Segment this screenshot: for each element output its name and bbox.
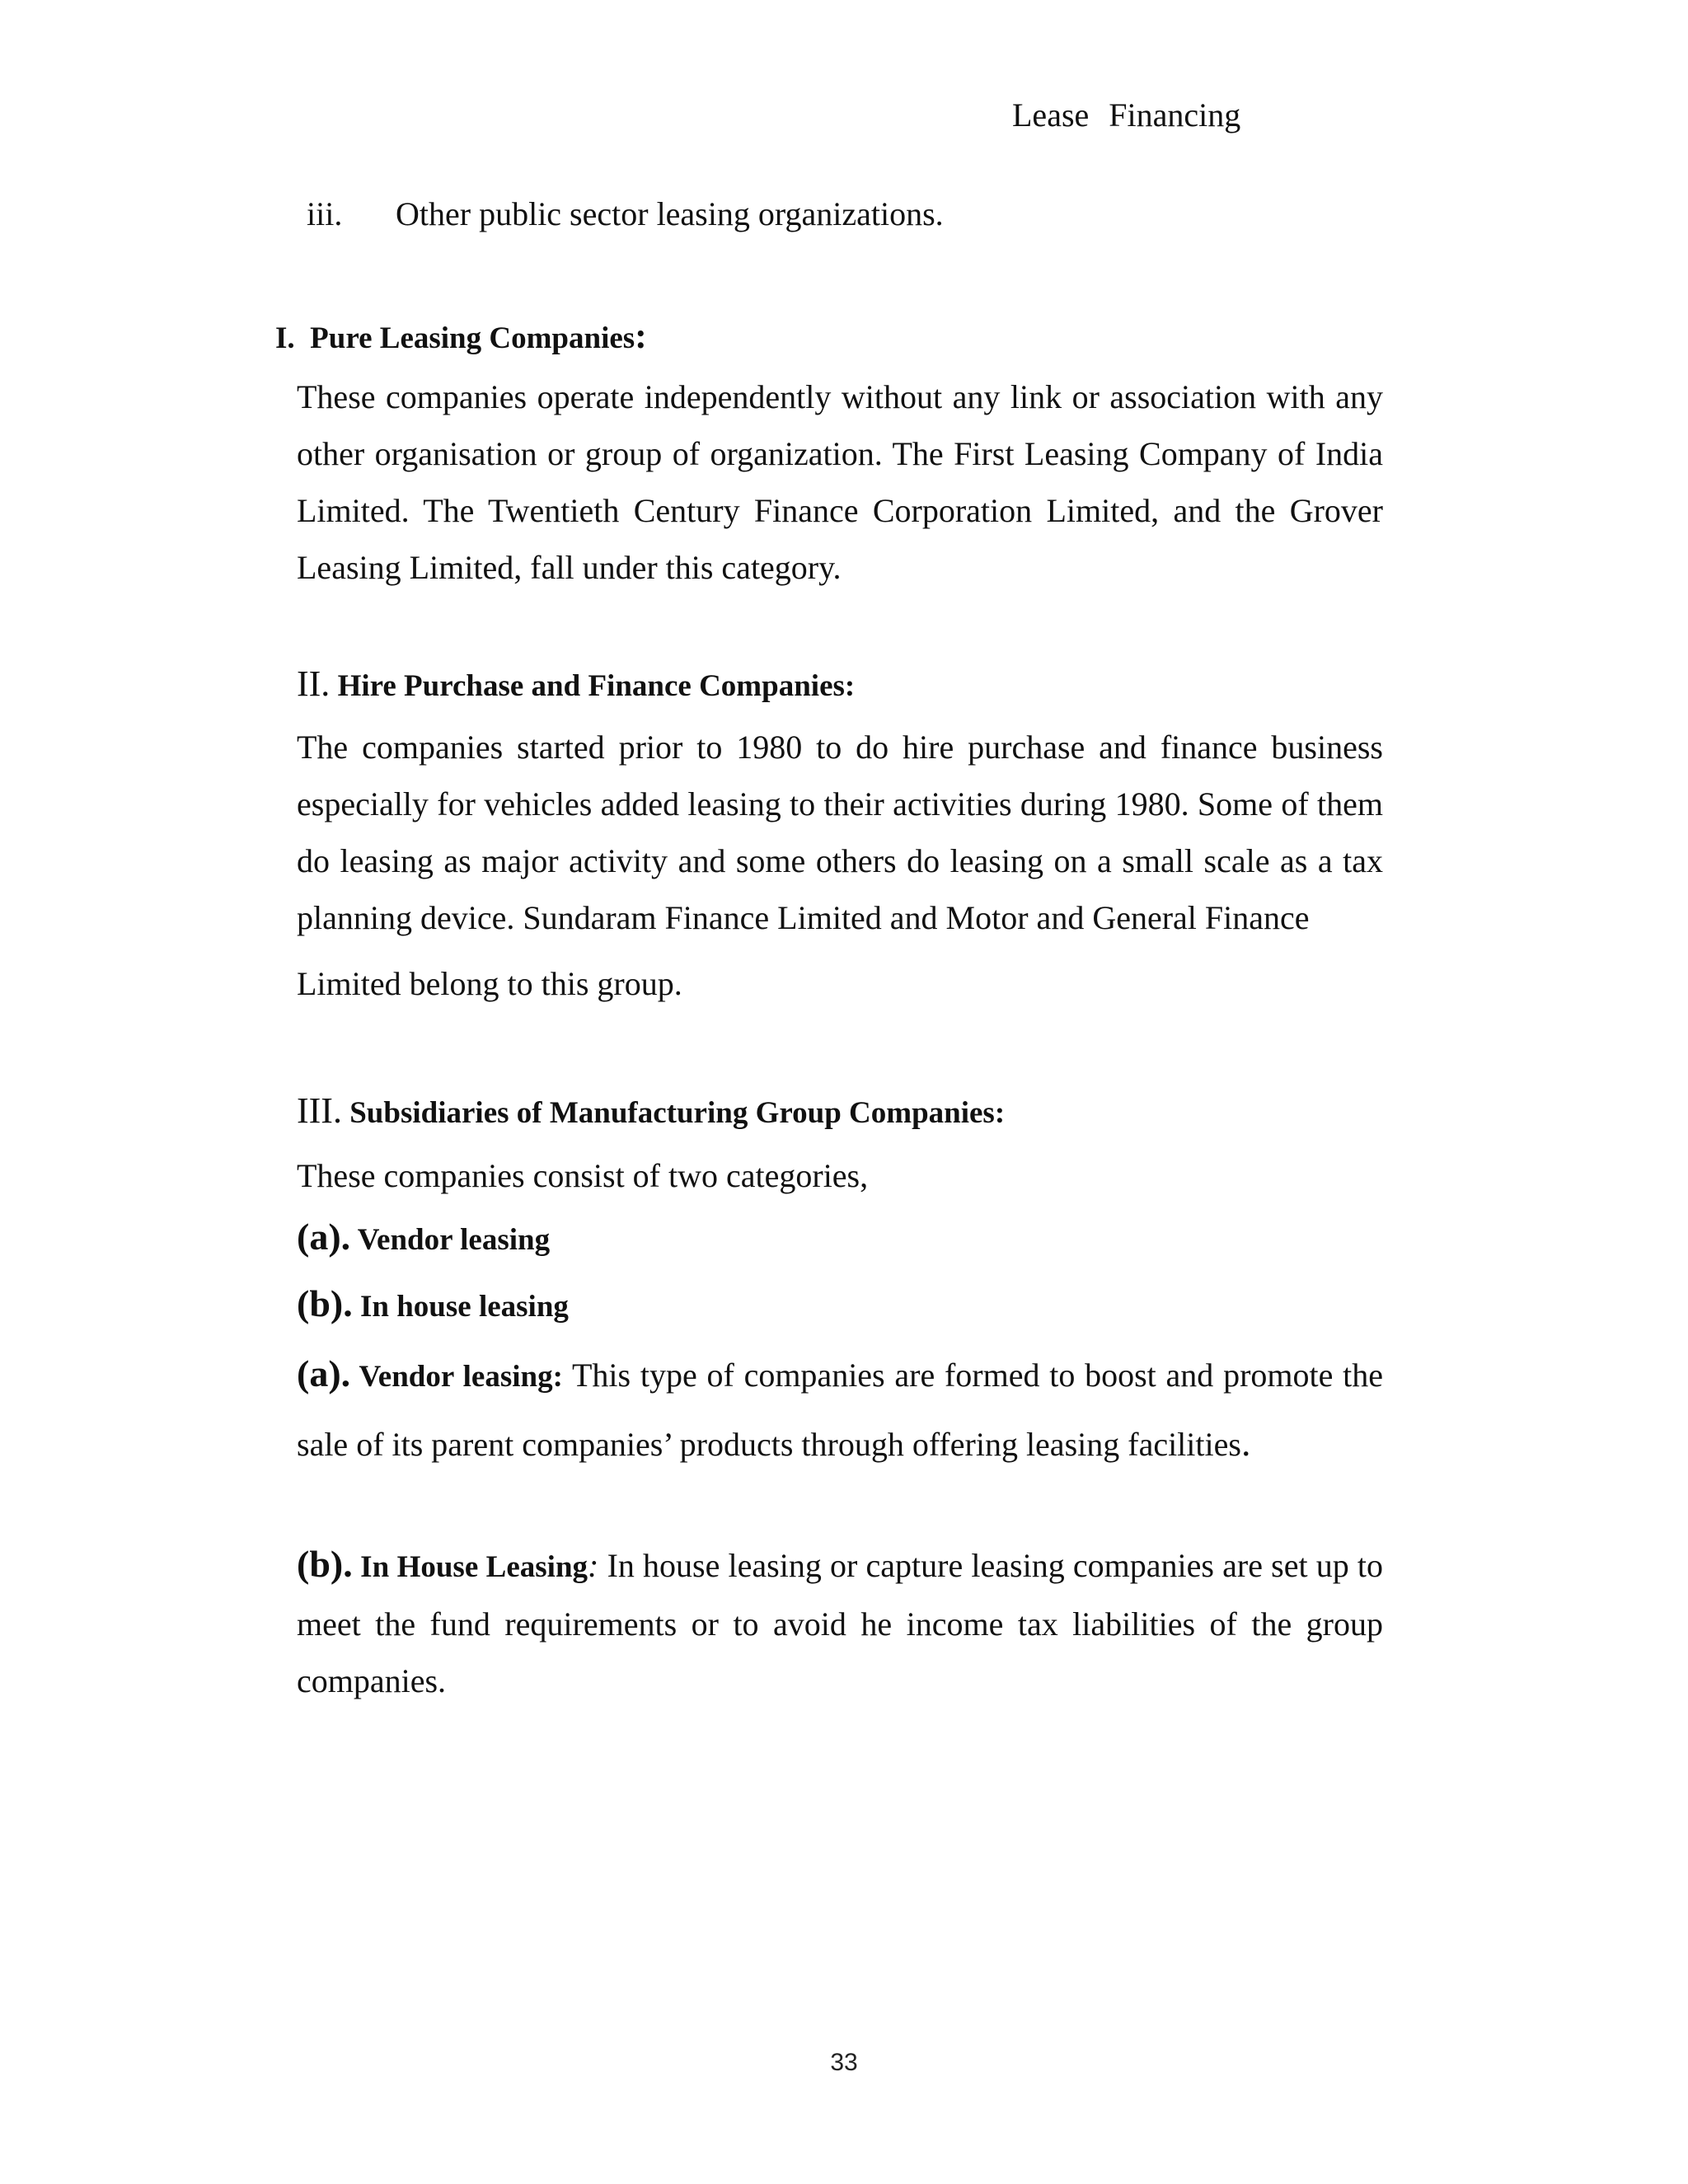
category-item-a-label: Vendor leasing (357, 1223, 551, 1257)
section-3-heading (297, 1090, 1005, 1132)
section-3-numeral: III. (297, 1090, 342, 1131)
section-2-title: Hire Purchase and Finance Companies: (337, 669, 856, 703)
vendor-leasing-label: Vendor leasing: (359, 1360, 563, 1394)
category-item-a (297, 1215, 550, 1258)
section-3-intro: These companies consist of two categories, (297, 1157, 869, 1194)
section-1-heading (275, 315, 647, 357)
intro-list-number: iii. (307, 195, 343, 232)
section-2-numeral: II. (297, 663, 331, 704)
inhouse-leasing-label: In House Leasing (360, 1550, 588, 1584)
intro-list-item (307, 194, 944, 233)
section-1-title: Pure Leasing Companies (310, 321, 635, 355)
intro-list-text: Other public sector leasing organizations. (396, 195, 944, 232)
category-item-b (297, 1282, 569, 1325)
vendor-leasing-lead (297, 1352, 563, 1394)
section-1-body: These companies operate independently without any link or association with any other organisation or group of organization. The First Leasing Company of India Limited. The Twentieth Century Finance Corporation Limited, and the Grover Leasing Limited, fall under this category. (297, 378, 1383, 586)
vendor-leasing-text: This type of companies are formed to boost and promote the sale of its parent companies’ products through offering leasing facilities (297, 1357, 1383, 1463)
section-2-body-last-line: Limited belong to this group. (297, 965, 682, 1002)
inhouse-leasing-text: In house leasing or capture leasing companies are set up to meet the fund requirements or to avoid he income tax liabilities of the group companies. (297, 1547, 1384, 1699)
section-2-body: The companies started prior to 1980 to do hire purchase and finance business especially for vehicles added leasing to their activities during 1980. Some of them do leasing as major activity and some others do leasing on a small scale as a tax planning device. Sundaram Finance Limited and Motor and General Finance (297, 729, 1383, 936)
category-item-b-label: In house leasing (359, 1290, 569, 1324)
section-1-numeral: I. (275, 321, 295, 355)
vendor-leasing-end: . (1240, 1422, 1251, 1464)
inhouse-leasing-lead (297, 1543, 588, 1585)
inhouse-leasing-letter: (b). (297, 1543, 353, 1585)
category-item-b-letter: (b). (297, 1282, 353, 1324)
running-header: Lease Financing (1012, 96, 1241, 134)
inhouse-leasing-paragraph (297, 1535, 1383, 1709)
section-1-colon: : (635, 316, 647, 356)
vendor-leasing-paragraph (297, 1341, 1383, 1478)
section-3-title: Subsidiaries of Manufacturing Group Companies: (349, 1096, 1006, 1130)
page-number: 33 (830, 2049, 858, 2076)
vendor-leasing-letter: (a). (297, 1352, 351, 1394)
category-item-a-letter: (a). (297, 1216, 351, 1258)
section-2-heading (297, 663, 855, 705)
inhouse-leasing-colon: : (588, 1547, 599, 1584)
